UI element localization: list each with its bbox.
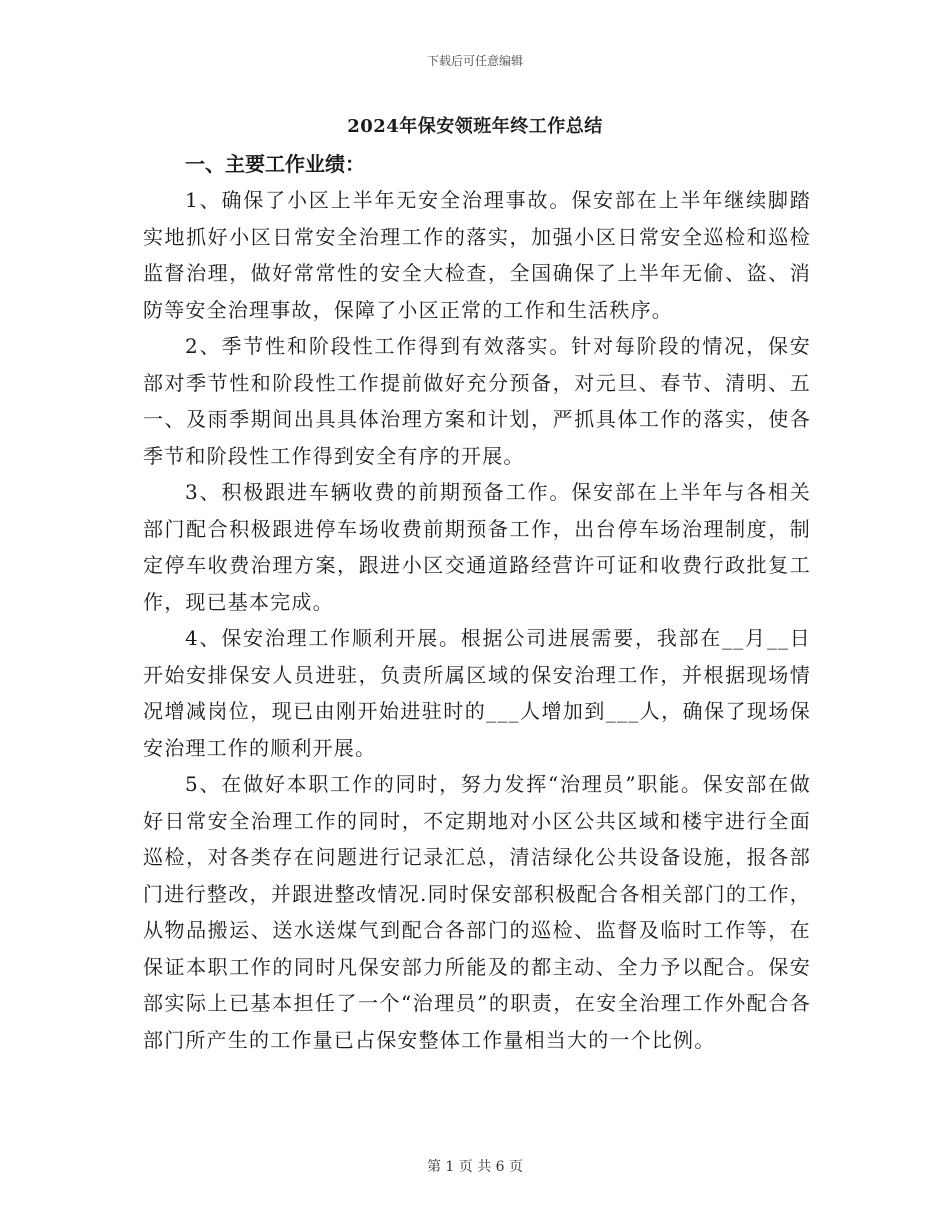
document-body [143, 146, 811, 1058]
paragraph-1: 1、确保了小区上半年无安全治理事故。保安部在上半年继续脚踏实地抓好小区日常安全治理工作的落实，加强小区日常安全巡检和巡检监督治理，做好常常性的安全大检查，全国确保了上半年无偷、盗、消防等安全治理事故，保障了小区正常的工作和生活秩序。 [143, 188, 811, 322]
section-heading: 一、主要工作业绩： [185, 152, 365, 176]
page-number: 第 1 页 共 6 页 [426, 1159, 524, 1175]
paragraph-5: 5、在做好本职工作的同时，努力发挥“治理员”职能。保安部在做好日常安全治理工作的同时，不定期地对小区公共区域和楼宇进行全面巡检，对各类存在问题进行记录汇总，清洁绿化公共设备设施，报各部门进行整改，并跟进整改情况.同时保安部积极配合各相关部门的工作，从物品搬运、送水送煤气到配合各部门的巡检、监督及临时工作等，在保证本职工作的同时凡保安部力所能及的都主动、全力予以配合。保安部实际上已基本担任了一个“治理员”的职责，在安全治理工作外配合各部门所产生的工作量已占保安整体工作量相当大的一个比例。 [143, 772, 811, 1052]
paragraph-2: 2、季节性和阶段性工作得到有效落实。针对每阶段的情况，保安部对季节性和阶段性工作提前做好充分预备，对元旦、春节、清明、五一、及雨季期间出具具体治理方案和计划，严抓具体工作的落实，使各季节和阶段性工作得到安全有序的开展。 [143, 334, 811, 468]
paragraph-4: 4、保安治理工作顺利开展。根据公司进展需要，我部在__月__日开始安排保安人员进驻，负责所属区域的保安治理工作，并根据现场情况增减岗位，现已由刚开始进驻时的___人增加到___人，确保了现场保安治理工作的顺利开展。 [143, 626, 811, 760]
document-title: 2024年保安领班年终工作总结 [347, 116, 603, 137]
page-header-note: 下载后可任意编辑 [426, 54, 523, 68]
paragraph-3: 3、积极跟进车辆收费的前期预备工作。保安部在上半年与各相关部门配合积极跟进停车场收费前期预备工作，出台停车场治理制度，制定停车收费治理方案，跟进小区交通道路经营许可证和收费行政批复工作，现已基本完成。 [143, 480, 811, 614]
